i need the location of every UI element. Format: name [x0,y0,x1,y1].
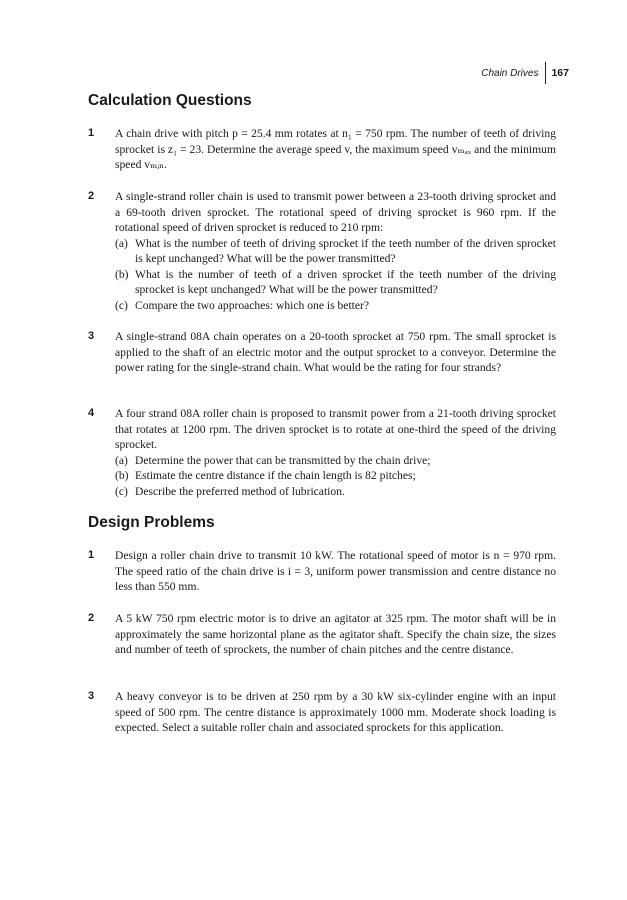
sub-question-text: What is the number of teeth of driving sprocket if the teeth number of the driven sprocket is kept unchanged? What will be the power transmitted? [135,236,556,265]
calculation-question-2 [88,189,556,313]
design-problem-2 [88,611,556,658]
sub-question-c [115,484,556,500]
sub-question-b [115,267,556,298]
question-text: A single-strand roller chain is used to transmit power between a 23-tooth driving sprocket and a 69-tooth driven sprocket. The rotational speed of driving sprocket is 960 rpm. If the rotational speed of driven sprocket is reduced to 210 rpm: [115,190,556,234]
question-text: A heavy conveyor is to be driven at 250 rpm by a 30 kW six-cylinder engine with an input speed of 500 rpm. The centre distance is approximately 1000 mm. Moderate shock loading is expected. Select a suitable roller chain and associated sprockets for this application. [115,690,556,734]
question-text: A single-strand 08A chain operates on a 20-tooth sprocket at 750 rpm. The small sprocket is applied to the shaft of an electric motor and the output sprocket to a conveyor. Determine the power rating for the single-strand chain. What would be the rating for four strands? [115,330,556,374]
calculation-question-4 [88,406,556,499]
question-text: A four strand 08A roller chain is proposed to transmit power from a 21-tooth driving sprocket that rotates at 1200 rpm. The driven sprocket is to rotate at one-third the speed of the driving sprocket. [115,407,556,451]
sub-question-label: (c) [115,484,128,498]
calculation-question-1 [88,126,556,173]
sub-question-a [115,236,556,267]
sub-question-c [115,298,556,314]
sub-question-text: Describe the preferred method of lubrication. [135,484,345,498]
question-number: 2 [88,190,95,202]
question-text: A chain drive with pitch p = 25.4 mm rotates at n₁ = 750 rpm. The number of teeth of driving sprocket is z₁ = 23. Determine the average speed v, the maximum speed vₘₐₓ and the minimum speed vₘᵢₙ. [115,127,556,171]
question-number: 1 [88,549,95,561]
sub-question-label: (b) [115,267,129,281]
question-text: A 5 kW 750 rpm electric motor is to drive an agitator at 325 rpm. The motor shaft will be in approximately the same horizontal plane as the agitator shaft. Specify the chain size, the sizes and number of teeth of sprockets, the number of chain pitches and the centre distance. [115,612,556,656]
design-problem-1 [88,548,556,595]
sub-question-label: (a) [115,453,128,467]
calculation-question-3 [88,329,556,376]
running-head [481,62,569,84]
sub-question-label: (a) [115,236,128,250]
question-number: 3 [88,690,95,702]
sub-question-text: Compare the two approaches: which one is better? [135,298,370,312]
sub-question-label: (b) [115,469,129,482]
design-problem-3 [88,689,556,736]
question-number: 1 [88,127,95,139]
section-title-calculation-questions: Calculation Questions [88,92,252,109]
sub-question-label: (c) [115,298,128,312]
sub-question-a [115,453,556,469]
page-number: 167 [551,67,569,79]
sub-question-b [115,468,556,484]
section-title-design-problems: Design Problems [88,514,215,531]
question-number: 2 [88,612,95,624]
question-number: 4 [88,407,95,419]
sub-question-text: What is the number of teeth of a driven sprocket if the teeth number of the driving sprocket is kept unchanged? What will be the power transmitted? [135,267,556,296]
running-head-title: Chain Drives [481,67,539,79]
question-text: Design a roller chain drive to transmit 10 kW. The rotational speed of motor is n = 970 rpm. The speed ratio of the chain drive is i = 3, uniform power transmission and centre distance no less than 550 mm. [115,549,556,593]
running-head-divider [545,62,546,84]
sub-question-text: Determine the power that can be transmitted by the chain drive; [135,453,431,467]
question-number: 3 [88,330,95,342]
sub-question-text: Estimate the centre distance if the chain length is 82 pitches; [135,469,416,482]
